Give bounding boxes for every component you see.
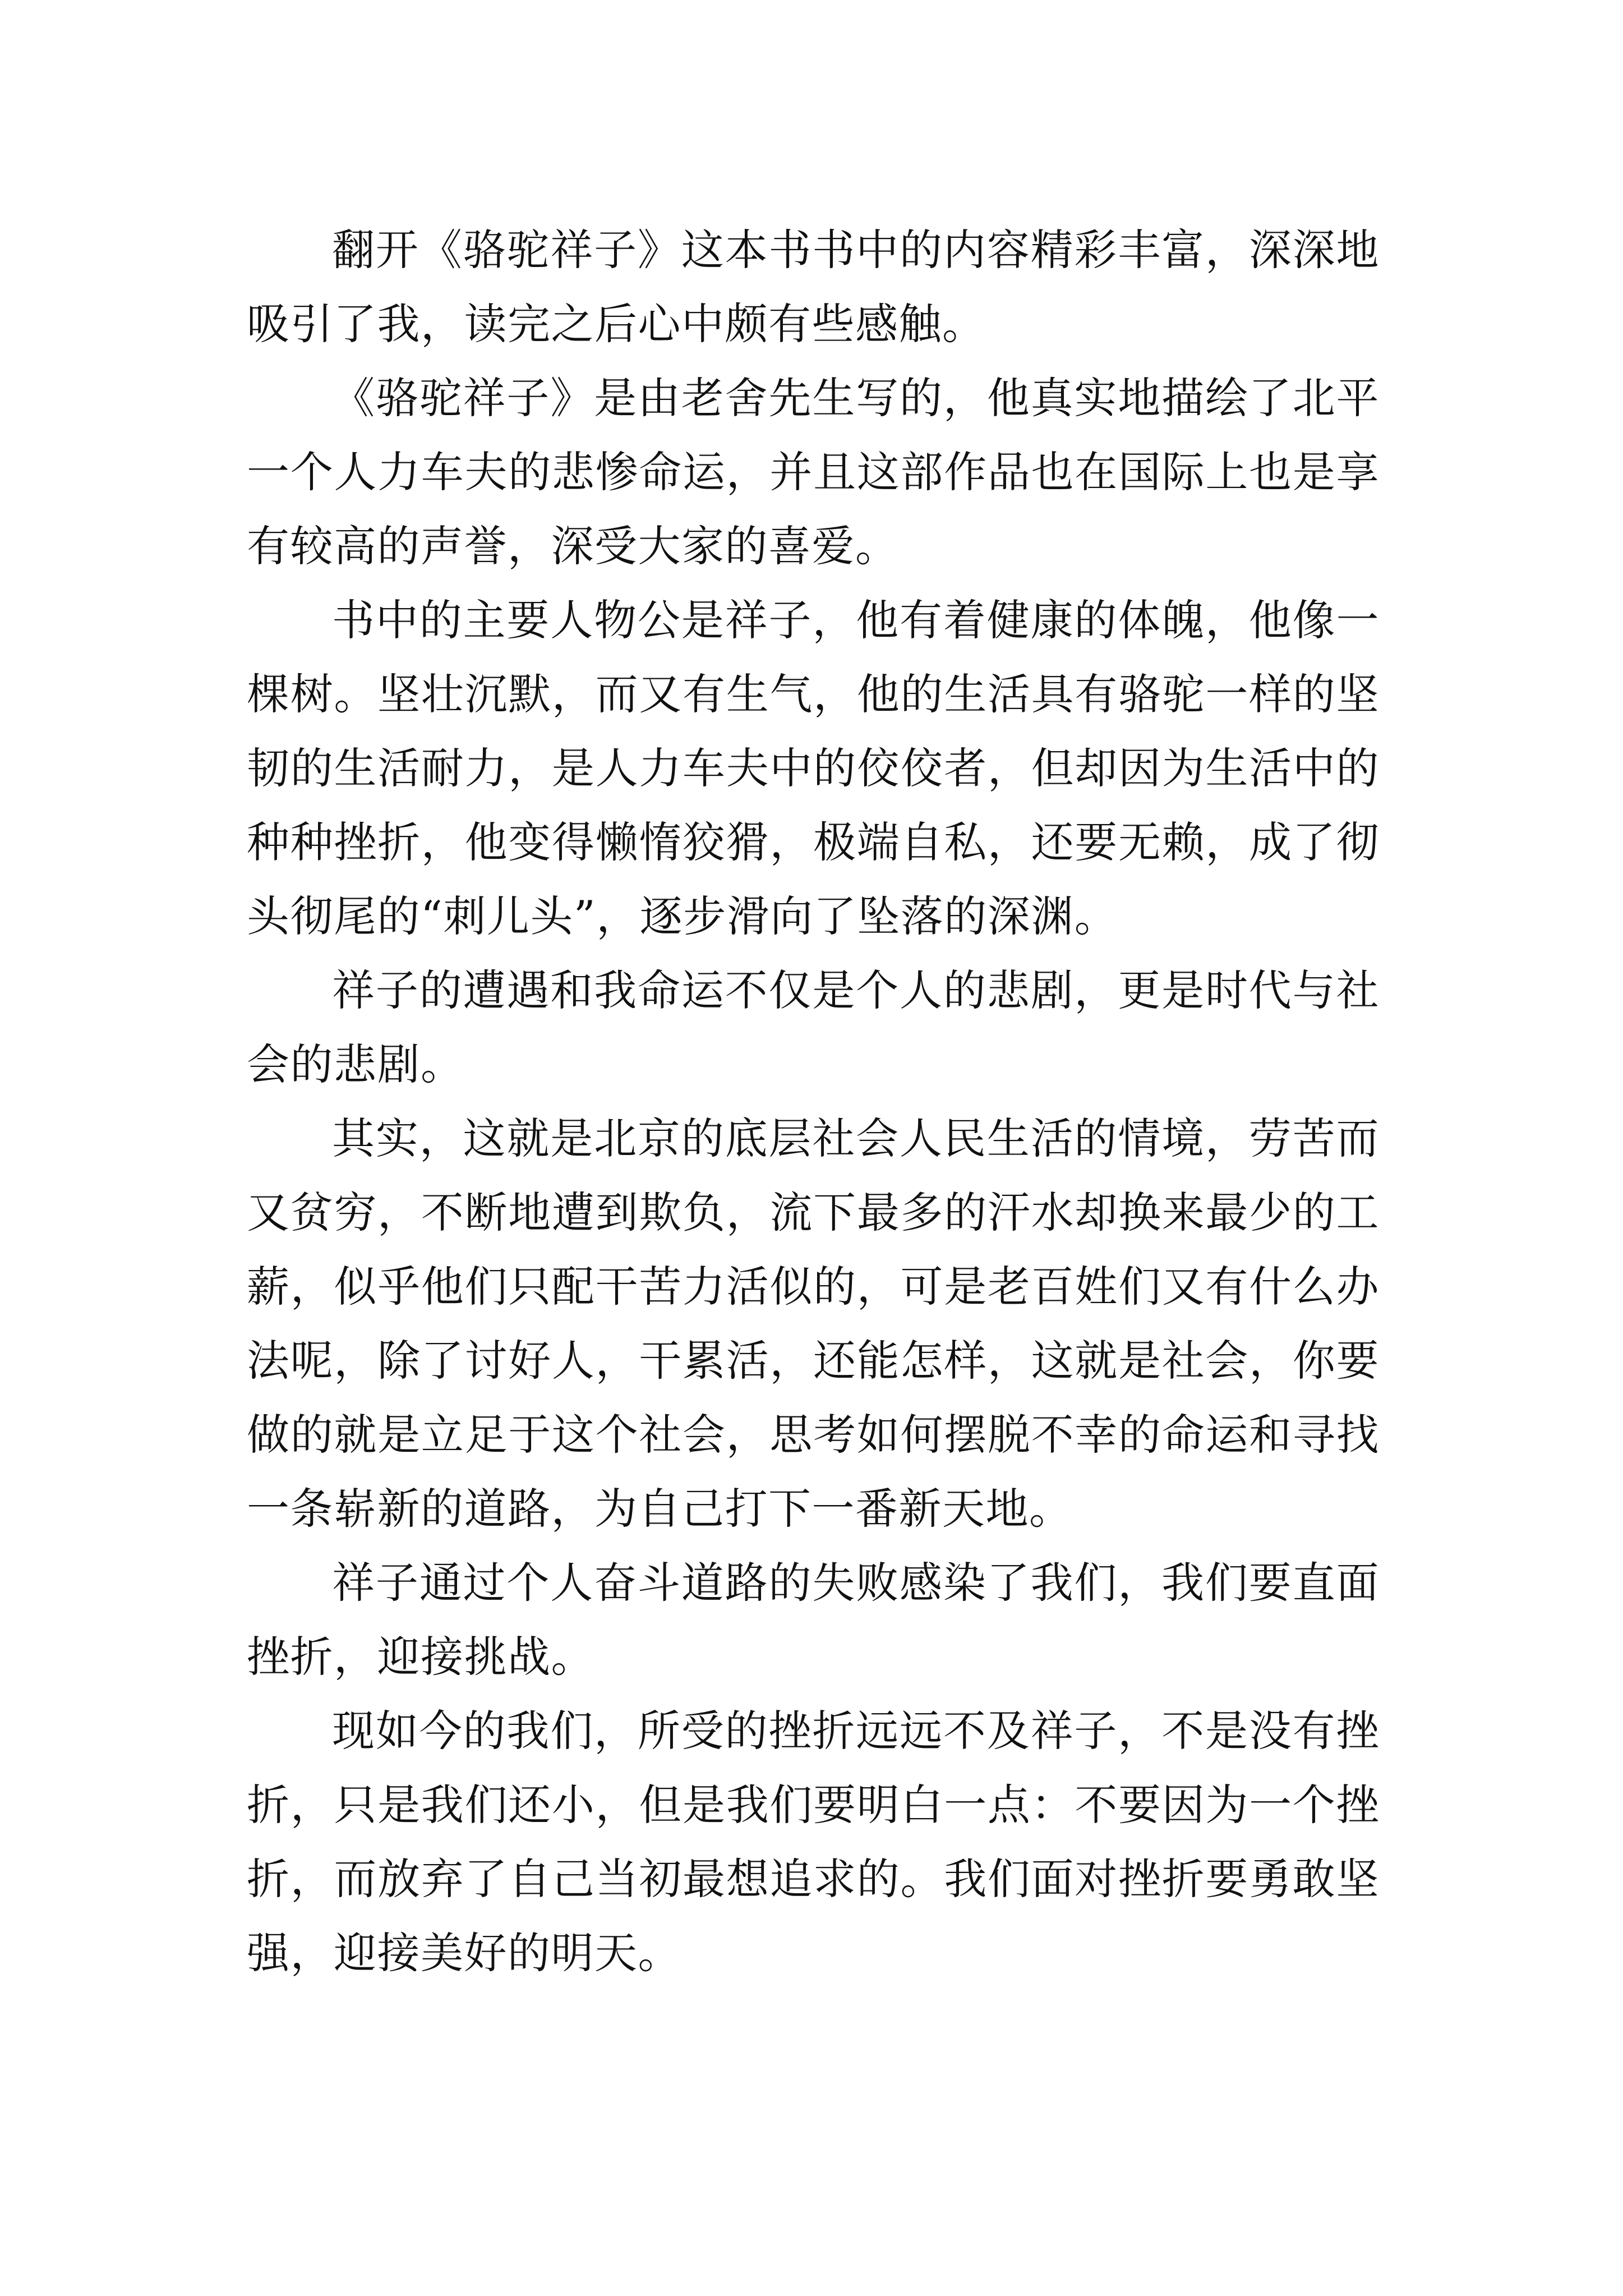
paragraph-7: 现如今的我们，所受的挫折远远不及祥子，不是没有挫折，只是我们还小，但是我们要明白一点：不要因为一个挫折，而放弃了自己当初最想追求的。我们面对挫折要勇敢坚强，迎接美好的明天。 xyxy=(247,1706,1380,1978)
paragraph-3: 书中的主要人物公是祥子，他有着健康的体魄，他像一棵树。坚壮沉默，而又有生气，他的生活具有骆驼一样的坚韧的生活耐力，是人力车夫中的佼佼者，但却因为生活中的种种挫折，他变得懒惰狡猾，极端自私，还要无赖，成了彻头彻尾的“刺儿头”，逐步滑向了坠落的深渊。 xyxy=(247,595,1380,941)
paragraph-1: 翻开《骆驼祥子》这本书书中的内容精彩丰富，深深地吸引了我，读完之后心中颇有些感触。 xyxy=(247,225,1380,349)
paragraph-2: 《骆驼祥子》是由老舍先生写的，他真实地描绘了北平一个人力车夫的悲惨命运，并且这部作品也在国际上也是享有较高的声誉，深受大家的喜爱。 xyxy=(247,373,1380,571)
paragraph-4: 祥子的遭遇和我命运不仅是个人的悲剧，更是时代与社会的悲剧。 xyxy=(247,965,1380,1089)
paragraph-6: 祥子通过个人奋斗道路的失败感染了我们，我们要直面挫折，迎接挑战。 xyxy=(247,1558,1380,1682)
paragraph-5: 其实，这就是北京的底层社会人民生活的情境，劳苦而又贫穷，不断地遭到欺负，流下最多的汗水却换来最少的工薪，似乎他们只配干苦力活似的，可是老百姓们又有什么办法呢，除了讨好人，干累活，还能怎样，这就是社会，你要做的就是立足于这个社会，思考如何摆脱不幸的命运和寻找一条崭新的道路，为自己打下一番新天地。 xyxy=(247,1114,1380,1534)
essay-body xyxy=(247,213,1380,1990)
